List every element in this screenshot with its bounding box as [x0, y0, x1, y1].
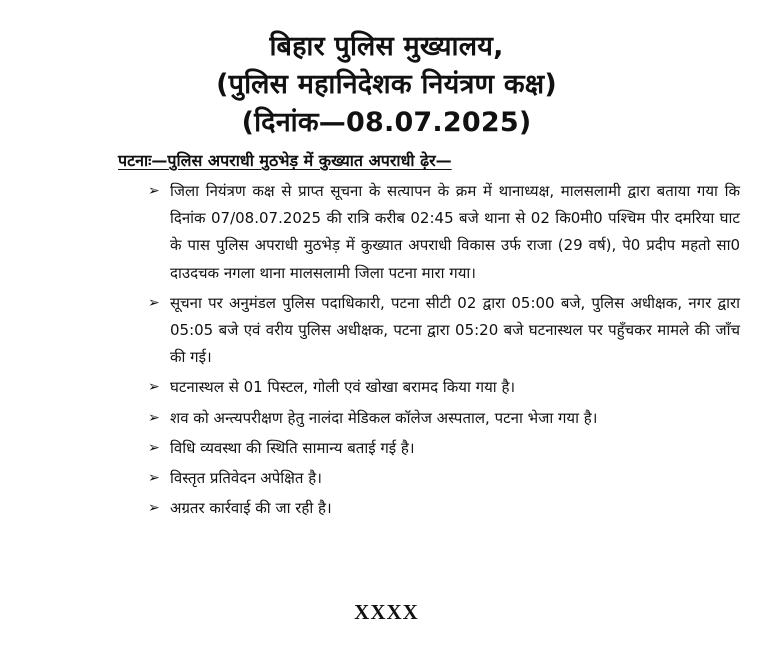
list-item-text: घटनास्थल से 01 पिस्टल, गोली एवं खोखा बरामद किया गया है।	[170, 378, 516, 397]
list-item-text: जिला नियंत्रण कक्ष से प्राप्त सूचना के सत्यापन के क्रम में थानाध्यक्ष, मालसलामी द्वारा बताया गया कि दिनांक 07/08.07.2025 की रात्रि करीब 02:45 बजे थाना से 02 कि0मी0 पश्चिम पीर दमरिया घाट के पास पुलिस अपराधी मुठभेड़ में कुख्यात अपराधी विकास उर्फ राजा (29 वर्ष), पे0 प्रदीप महतो सा0 दाउदचक नगला थाना मालसलामी जिला पटना मारा गया।	[170, 182, 740, 282]
list-item	[148, 465, 740, 492]
arrowhead-bullet-icon: ➢	[148, 294, 160, 311]
arrowhead-bullet-icon: ➢	[148, 470, 160, 487]
list-item	[148, 405, 740, 432]
arrowhead-bullet-icon: ➢	[148, 183, 160, 199]
list-item	[148, 495, 740, 522]
office-title: बिहार पुलिस मुख्यालय,	[269, 31, 504, 62]
list-item-text: विस्तृत प्रतिवेदन अपेक्षित है।	[170, 469, 322, 488]
arrowhead-bullet-icon: ➢	[148, 409, 160, 426]
office-subtitle: (पुलिस महानिदेशक नियंत्रण कक्ष)	[216, 69, 557, 100]
arrowhead-bullet-icon: ➢	[148, 379, 160, 396]
document-header	[0, 28, 773, 142]
list-item-text: अग्रतर कार्रवाई की जा रही है।	[170, 499, 332, 518]
arrowhead-bullet-icon: ➢	[148, 439, 160, 456]
document-date: (दिनांक—08.07.2025)	[241, 107, 532, 138]
bullet-list	[148, 178, 740, 525]
list-item	[148, 435, 740, 462]
list-item	[148, 374, 740, 401]
arrowhead-bullet-icon: ➢	[148, 500, 160, 517]
list-item	[148, 178, 740, 287]
list-item-text: शव को अन्त्यपरीक्षण हेतु नालंदा मेडिकल कॉलेज अस्पताल, पटना भेजा गया है।	[170, 408, 598, 427]
list-item-text: विधि व्यवस्था की स्थिति सामान्य बताई गई है।	[170, 438, 415, 457]
list-item-text: सूचना पर अनुमंडल पुलिस पदाधिकारी, पटना सीटी 02 द्वारा 05:00 बजे, पुलिस अधीक्षक, नगर द्वारा 05:05 बजे एवं वरीय पुलिस अधीक्षक, पटना द्वारा 05:20 बजे घटनास्थल पर पहुँचकर मामले की जाँच की गई।	[170, 293, 740, 367]
list-item	[148, 290, 740, 372]
subject-heading: पटनाः—पुलिस अपराधी मुठभेड़ में कुख्यात अपराधी ढ़ेर—	[118, 151, 452, 170]
signature: XXXX	[354, 600, 419, 624]
